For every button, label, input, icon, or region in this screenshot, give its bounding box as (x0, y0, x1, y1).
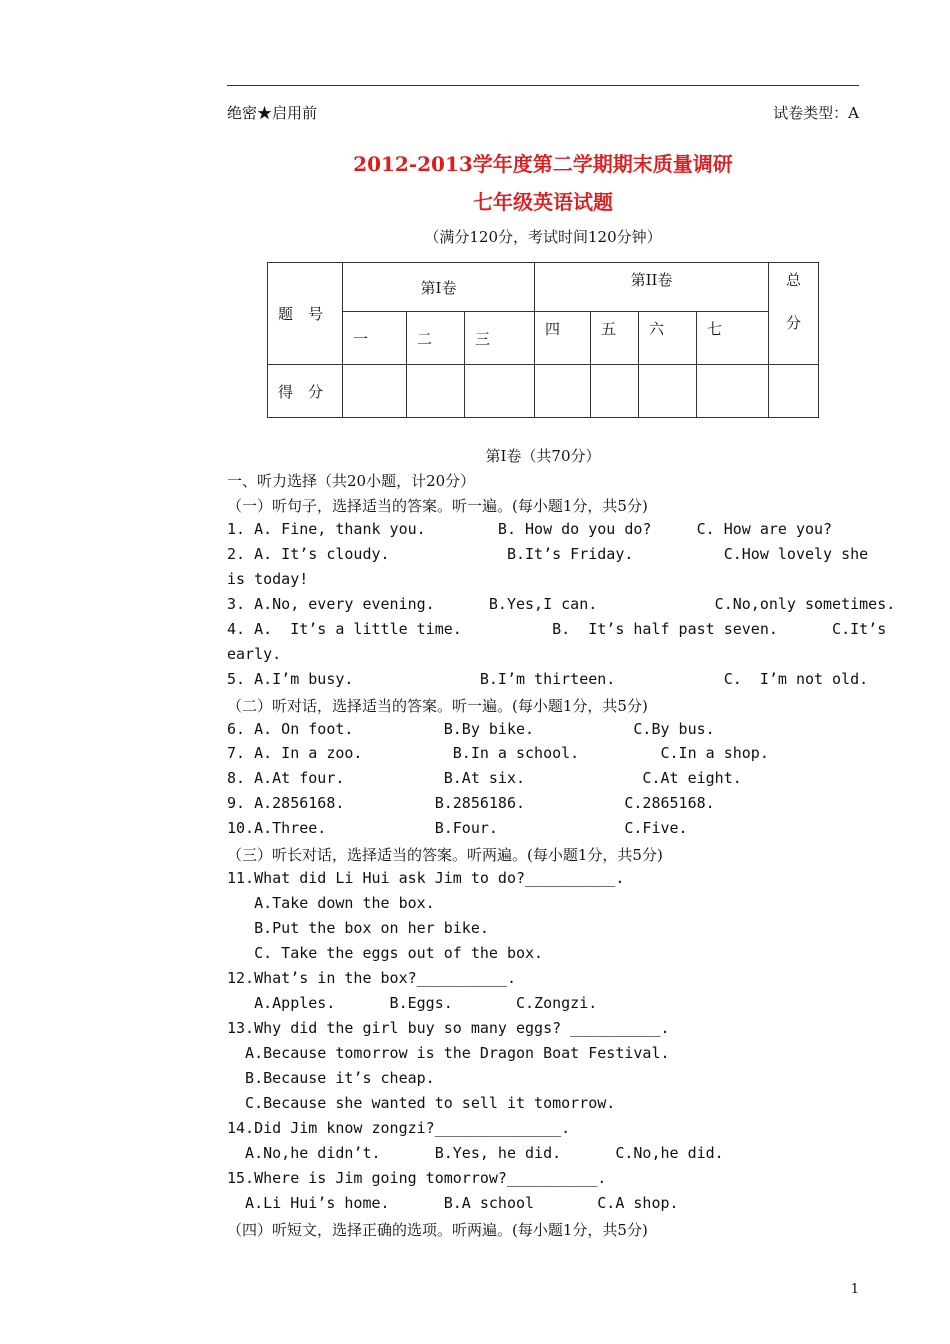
text-line: 11.What did Li Hui ask Jim to do?__________. (227, 869, 625, 888)
score-cell (639, 365, 697, 418)
part1-header: 第I卷 (343, 263, 535, 312)
text-line: 5. A.I’m busy. B.I’m thirteen. C. I’m not old. (227, 669, 869, 688)
section-title: 第I卷（共70分） (485, 447, 601, 465)
text-line: （四）听短文，选择正确的选项。听两遍。(每小题1分，共5分) (227, 1220, 648, 1239)
col-2: 二 (407, 312, 465, 365)
text-line: C.Because she wanted to sell it tomorrow. (227, 1093, 616, 1112)
text-line: A.Because tomorrow is the Dragon Boat Festival. (227, 1043, 670, 1062)
score-cell (591, 365, 639, 418)
text-line: 7. A. In a zoo. B.In a school. C.In a shop. (227, 744, 769, 763)
score-cell (465, 365, 535, 418)
text-line: early. (227, 644, 282, 663)
text-line: A.Li Hui’s home. B.A school C.A shop. (227, 1193, 679, 1212)
text-line: 1. A. Fine, thank you. B. How do you do? C. How are you? (227, 519, 833, 538)
text-line: 15.Where is Jim going tomorrow?__________. (227, 1168, 607, 1187)
col-4: 四 (535, 312, 591, 365)
col-6: 六 (639, 312, 697, 365)
score-cell (697, 365, 769, 418)
text-line: （一）听句子，选择适当的答案。听一遍。(每小题1分，共5分) (227, 496, 648, 515)
exam-title: 2012-2013学年度第二学期期末质量调研 (353, 152, 733, 176)
exam-info: （满分120分，考试时间120分钟） (424, 228, 662, 246)
text-line: is today! (227, 569, 309, 588)
text-line: 13.Why did the girl buy so many eggs? __________. (227, 1018, 670, 1037)
col-1: 一 (343, 312, 407, 365)
paper-type-label: 试卷类型：A (773, 104, 859, 122)
text-line: 一、听力选择（共20小题，计20分） (227, 472, 476, 490)
text-line: （二）听对话，选择适当的答案。听一遍。(每小题1分，共5分) (227, 696, 648, 715)
total-header-char-2: 分 (785, 314, 801, 332)
score-cell (535, 365, 591, 418)
page-number: 1 (850, 1282, 859, 1297)
col-5: 五 (591, 312, 639, 365)
question-number-label: 题 号 (268, 263, 343, 365)
text-line: 8. A.At four. B.At six. C.At eight. (227, 769, 742, 788)
text-line: A.Apples. B.Eggs. C.Zongzi. (227, 993, 598, 1012)
text-line: 10.A.Three. B.Four. C.Five. (227, 819, 688, 838)
confidential-label: 绝密★启用前 (227, 104, 318, 122)
score-cell (769, 365, 819, 418)
text-line: C. Take the eggs out of the box. (227, 944, 544, 963)
text-line: 12.What’s in the box?__________. (227, 969, 516, 987)
text-line: 9. A.2856168. B.2856186. C.2865168. (227, 794, 715, 813)
text-line: 2. A. It’s cloudy. B.It’s Friday. C.How lovely she (227, 544, 869, 563)
text-line: B.Because it’s cheap. (227, 1068, 435, 1087)
text-line: A.Take down the box. (227, 894, 435, 913)
score-label: 得 分 (268, 365, 343, 418)
score-cell (407, 365, 465, 418)
text-line: 3. A.No, every evening. B.Yes,I can. C.No,only sometimes. (227, 594, 896, 613)
col-7: 七 (697, 312, 769, 365)
exam-subject: 七年级英语试题 (473, 190, 613, 214)
col-3: 三 (465, 312, 535, 365)
text-line: A.No,he didn’t. B.Yes, he did. C.No,he did. (227, 1143, 724, 1162)
total-header (769, 263, 819, 365)
part2-header: 第II卷 (535, 263, 769, 312)
text-line: 6. A. On foot. B.By bike. C.By bus. (227, 719, 715, 738)
text-line: B.Put the box on her bike. (227, 919, 489, 938)
text-line: （三）听长对话，选择适当的答案。听两遍。(每小题1分，共5分) (227, 846, 663, 865)
score-cell (343, 365, 407, 418)
header-rule (227, 85, 859, 86)
text-line: 4. A. It’s a little time. B. It’s half past seven. C.It’s (227, 619, 887, 638)
score-table (267, 262, 819, 418)
text-line: 14.Did Jim know zongzi?______________. (227, 1118, 571, 1137)
total-header-char-1: 总 (785, 271, 801, 289)
